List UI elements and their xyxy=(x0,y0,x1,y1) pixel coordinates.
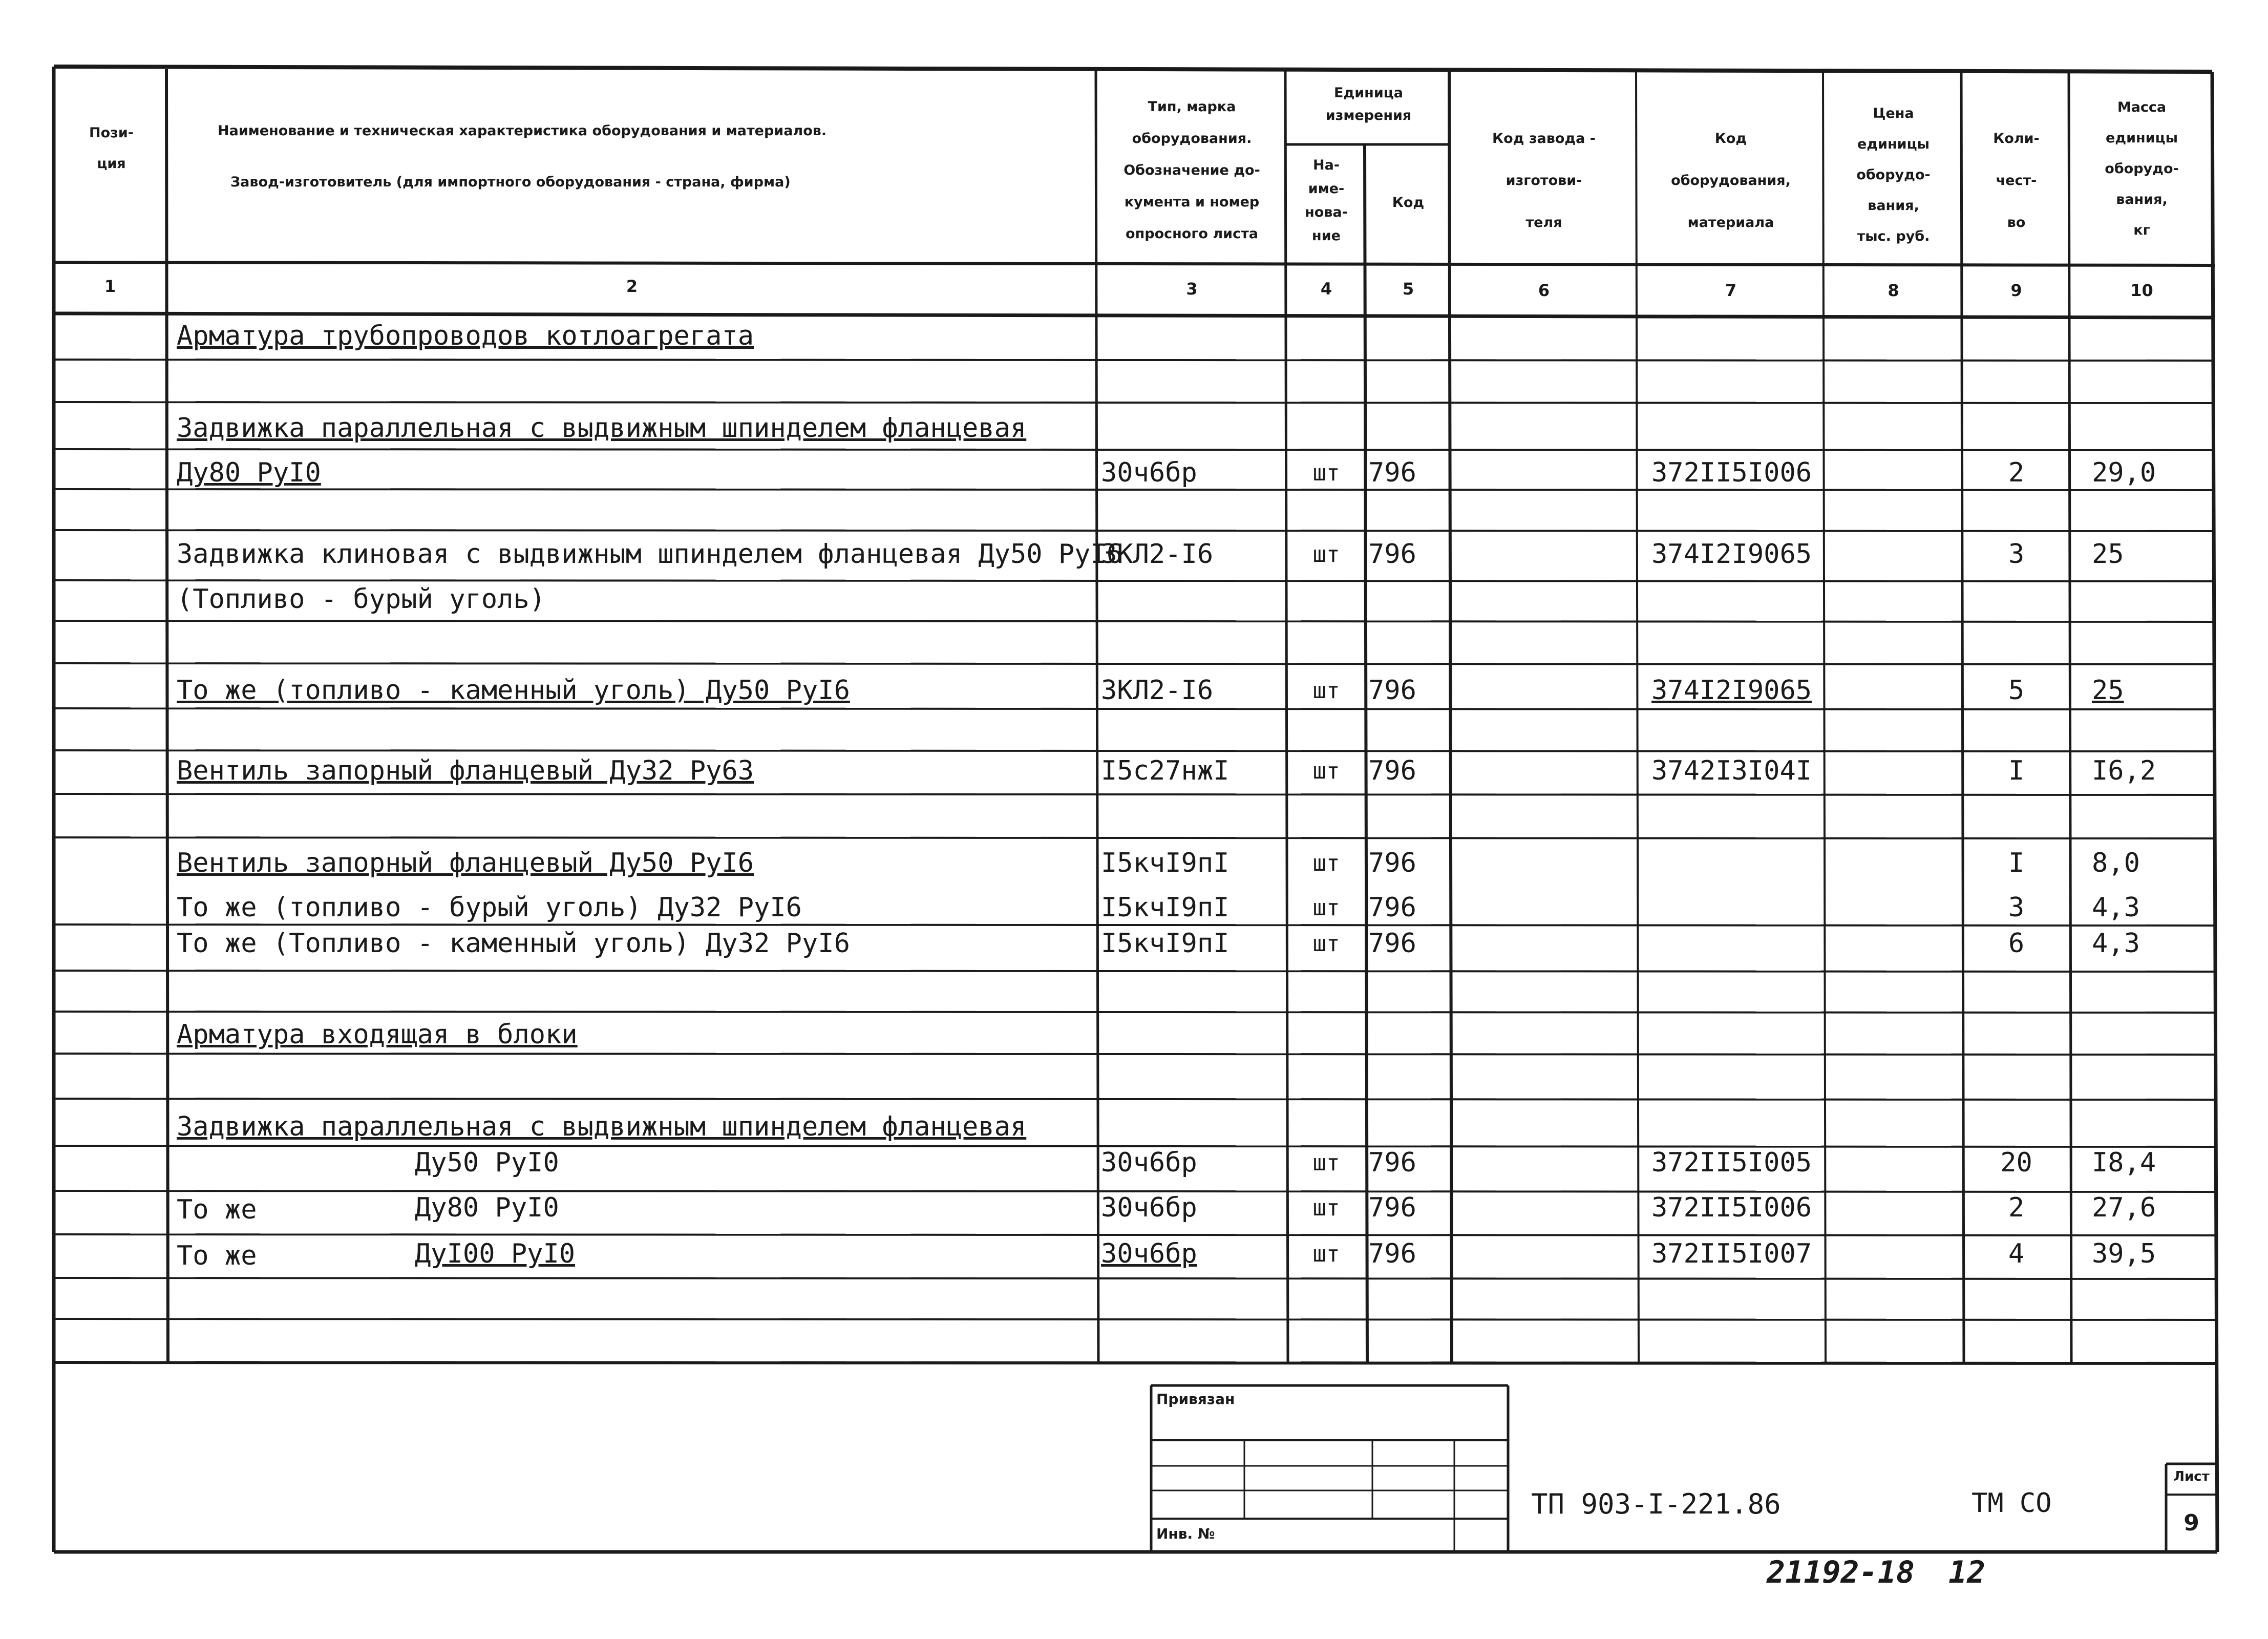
item-unit: шт xyxy=(1312,895,1340,921)
col-number-6: 6 xyxy=(1538,281,1550,300)
item-unit-code: 796 xyxy=(1368,848,1416,878)
item-equipment-code: 372II5I005 xyxy=(1651,1147,1812,1178)
header-name-line2: Завод-изготовитель (для импортного оборудования - страна, фирма) xyxy=(230,174,791,190)
item-prefix: То же xyxy=(177,1194,257,1225)
item-name: То же (Топливо - каменный уголь) Ду32 РуI6 xyxy=(177,928,850,959)
header-type: Тип, марка оборудования. Обозначение до- кумента и номер опросного листа xyxy=(1124,99,1260,242)
item-name: (Топливо - бурый уголь) xyxy=(177,584,546,615)
item-unit: шт xyxy=(1312,1150,1340,1176)
item-type: I5кчI9пI xyxy=(1101,892,1230,923)
item-mass: 25 xyxy=(2092,675,2124,706)
item-quantity: 5 xyxy=(2008,675,2025,706)
col-number-10: 10 xyxy=(2130,281,2153,300)
item-mass: 8,0 xyxy=(2092,848,2140,878)
col-number-1: 1 xyxy=(104,277,116,296)
item-unit: шт xyxy=(1312,1241,1340,1267)
item-unit-code: 796 xyxy=(1368,1147,1416,1178)
item-quantity: 3 xyxy=(2008,539,2025,570)
item-type: 30ч6бр xyxy=(1101,1192,1197,1223)
item-unit-code: 796 xyxy=(1368,1238,1416,1269)
item-unit-code: 796 xyxy=(1368,539,1416,570)
item-name: Вентиль запорный фланцевый Ду50 РуI6 xyxy=(177,848,754,878)
item-name: Задвижка параллельная с выдвижным шпинделем фланцевая xyxy=(177,413,1027,444)
sheet-label: Лист xyxy=(2173,1469,2210,1484)
item-type: 30ч6бр xyxy=(1101,1238,1197,1269)
item-mass: 29,0 xyxy=(2092,457,2156,488)
archive-number: 21192-18 xyxy=(1767,1554,1915,1590)
section-title-block-fittings: Арматура входящая в блоки xyxy=(177,1019,578,1050)
item-mass: 4,3 xyxy=(2092,928,2140,959)
header-equipment-code: Код оборудования, материала xyxy=(1671,131,1791,230)
item-mass: 4,3 xyxy=(2092,892,2140,923)
item-name: Задвижка параллельная с выдвижным шпинделем фланцевая xyxy=(177,1111,1027,1142)
col-number-8: 8 xyxy=(1888,281,1899,300)
item-type: 30ч6бр xyxy=(1101,1147,1197,1178)
item-name: Ду50 РуI0 xyxy=(415,1147,559,1178)
item-unit-code: 796 xyxy=(1368,755,1416,786)
header-quantity: Коли- чест- во xyxy=(1993,131,2040,230)
header-name-line1: Наименование и техническая характеристика оборудования и материалов. xyxy=(218,123,827,139)
item-mass: 39,5 xyxy=(2092,1238,2156,1269)
item-equipment-code: 372II5I007 xyxy=(1651,1238,1812,1269)
header-price: Цена единицы оборудо- вания, тыс. руб. xyxy=(1856,106,1931,244)
item-unit: шт xyxy=(1312,1195,1340,1221)
item-unit-code: 796 xyxy=(1368,1192,1416,1223)
item-mass: I8,4 xyxy=(2092,1147,2156,1178)
item-type: 3КЛ2-I6 xyxy=(1101,675,1214,706)
page-number: 12 xyxy=(1948,1554,1986,1590)
item-unit-code: 796 xyxy=(1368,457,1416,488)
item-unit-code: 796 xyxy=(1368,892,1416,923)
item-quantity: 3 xyxy=(2008,892,2025,923)
item-unit: шт xyxy=(1312,931,1340,957)
item-unit-code: 796 xyxy=(1368,675,1416,706)
item-equipment-code: 374I2I9065 xyxy=(1651,675,1812,706)
item-mass: 25 xyxy=(2092,539,2124,570)
item-mass: I6,2 xyxy=(2092,755,2156,786)
item-type: I5кчI9пI xyxy=(1101,928,1230,959)
item-unit: шт xyxy=(1312,541,1340,568)
item-type: 30ч6бр xyxy=(1101,457,1197,488)
item-quantity: 20 xyxy=(2000,1147,2032,1178)
document-section: ТМ СО xyxy=(1972,1488,2052,1519)
item-name: То же (топливо - бурый уголь) Ду32 РуI6 xyxy=(177,892,802,923)
item-type: I5кчI9пI xyxy=(1101,848,1230,878)
col-number-7: 7 xyxy=(1725,281,1737,300)
col-number-3: 3 xyxy=(1186,279,1198,299)
document-code: ТП 903-I-221.86 xyxy=(1531,1488,1781,1520)
stamp-inventory-label: Инв. № xyxy=(1156,1525,1215,1542)
item-prefix: То же xyxy=(177,1241,257,1271)
item-unit: шт xyxy=(1312,850,1340,876)
item-unit-code: 796 xyxy=(1368,928,1416,959)
item-equipment-code: 372II5I006 xyxy=(1651,1192,1812,1223)
item-name: Ду80 РуI0 xyxy=(415,1192,559,1223)
header-unit-name: На- име- нова- ние xyxy=(1305,157,1348,244)
item-name: То же (топливо - каменный уголь) Ду50 РуI6 xyxy=(177,675,850,706)
item-unit: шт xyxy=(1312,758,1340,784)
item-unit: шт xyxy=(1312,678,1340,704)
item-mass: 27,6 xyxy=(2092,1192,2156,1223)
item-quantity: 4 xyxy=(2008,1238,2025,1269)
item-name: ДуI00 РуI0 xyxy=(415,1238,576,1269)
item-quantity: 2 xyxy=(2008,457,2025,488)
item-quantity: I xyxy=(2008,848,2025,878)
header-unit-code: Код xyxy=(1392,195,1425,211)
item-quantity: 6 xyxy=(2008,928,2025,959)
header-plant-code: Код завода - изготови- теля xyxy=(1492,131,1596,230)
sheet-number: 9 xyxy=(2184,1510,2199,1536)
col-number-5: 5 xyxy=(1402,279,1414,299)
header-position: Пози- ция xyxy=(89,125,134,172)
item-quantity: I xyxy=(2008,755,2025,786)
item-equipment-code: 372II5I006 xyxy=(1651,457,1812,488)
item-name: Вентиль запорный фланцевый Ду32 Ру63 xyxy=(177,755,754,786)
col-number-4: 4 xyxy=(1320,279,1332,299)
section-title-boiler-fittings: Арматура трубопроводов котлоагрегата xyxy=(177,321,754,351)
item-name: Задвижка клиновая с выдвижным шпинделем фланцевая Ду50 РуI6 xyxy=(177,539,1123,570)
col-number-2: 2 xyxy=(626,277,638,296)
item-name: Ду80 РуI0 xyxy=(177,457,321,488)
header-unit: Единица измерения xyxy=(1325,85,1412,123)
item-equipment-code: 374I2I9065 xyxy=(1651,539,1812,570)
stamp-linked-label: Привязан xyxy=(1156,1391,1235,1407)
item-quantity: 2 xyxy=(2008,1192,2025,1223)
item-unit: шт xyxy=(1312,460,1340,486)
item-type: 3КЛ2-I6 xyxy=(1101,539,1214,570)
item-type: I5с27нжI xyxy=(1101,755,1230,786)
col-number-9: 9 xyxy=(2010,281,2022,300)
header-mass: Масса единицы оборудо- вания, кг xyxy=(2105,99,2179,238)
item-equipment-code: 3742I3I04I xyxy=(1651,755,1812,786)
